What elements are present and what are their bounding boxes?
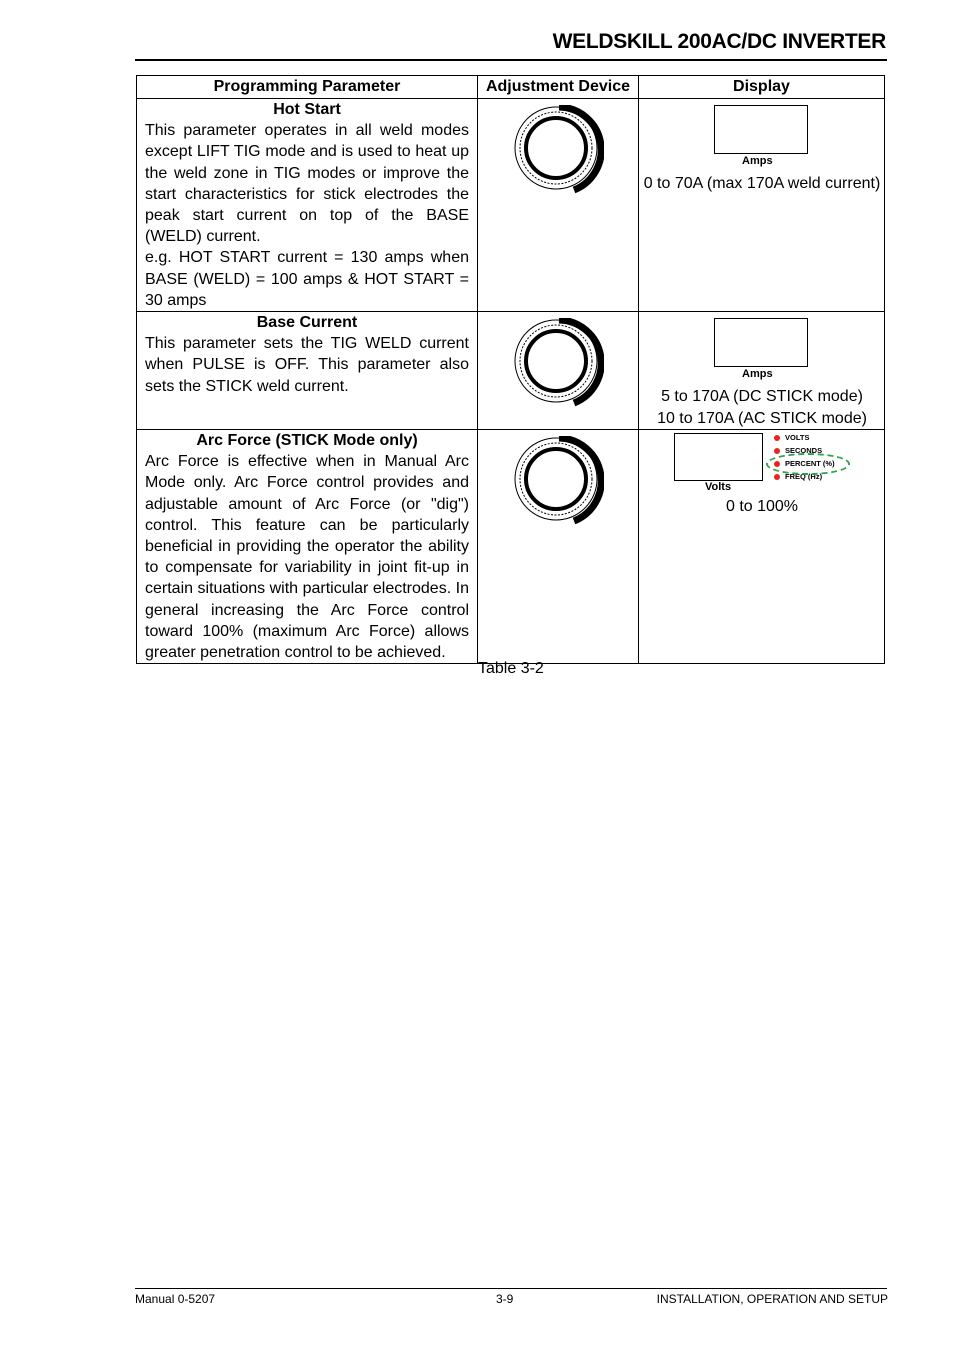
table-header-row [137,76,885,99]
parameter-description: This parameter sets the TIG WELD current when PULSE is OFF. This parameter also sets the STICK weld current. [145,335,469,395]
indicator-label: PERCENT (%) [785,459,835,469]
footer-section-title: INSTALLATION, OPERATION AND SETUP [656,1292,888,1306]
adjustment-device-cell [478,99,639,312]
display-range: 0 to 70A (max 170A weld current) [643,175,881,192]
led-indicator-icon [774,448,780,454]
display-range: 0 to 100% [725,498,799,516]
led-indicator-icon [774,474,780,480]
adjustment-device-cell [478,312,639,430]
table-row [137,99,885,312]
document-title: WELDSKILL 200AC/DC INVERTER [552,30,886,53]
display-cell [639,99,885,312]
display-window [714,105,808,154]
indicator-label: VOLTS [785,433,810,443]
display-window [714,318,808,367]
indicator-label: FREQ (Hz) [785,472,823,482]
parameter-description: Arc Force is effective when in Manual Arc Mode only. Arc Force control provides and adjustable amount of Arc Force (or "dig") control. This feature can be particularly beneficial in providing the operator the ability to compensate for variability in joint fit-up in certain situations with particular electrodes. In general increasing the Arc Force control toward 100% (maximum Arc Force) allows greater penetration control to be achieved. [145,453,469,662]
display-window [674,433,763,481]
display-unit-label: Volts [705,481,732,494]
parameter-cell [137,312,478,430]
led-indicator-icon [774,435,780,441]
parameter-cell [137,430,478,664]
display-range-secondary: 10 to 170A (AC STICK mode) [657,410,867,428]
parameter-title: Arc Force (STICK Mode only) [196,432,418,450]
header-rule [135,59,887,61]
control-knob-icon [514,318,604,408]
footer-manual-number: Manual 0-5207 [135,1292,216,1306]
display-unit-label: Amps [742,155,773,167]
display-range: 5 to 170A (DC STICK mode) [661,388,863,406]
display-cell [639,312,885,430]
control-knob-icon [514,436,604,526]
display-unit-label: Amps [742,368,773,381]
table-row [137,312,885,430]
column-header-display: Display [639,76,885,99]
parameter-cell [137,99,478,312]
table-caption: Table 3-2 [478,660,544,677]
table-row [137,430,885,664]
parameter-description: This parameter operates in all weld modes except LIFT TIG mode and is used to heat up the weld zone in TIG modes or improve the start characteristics for stick electrodes the peak start current on top of the BASE (WELD) current. [145,122,469,246]
column-header-device: Adjustment Device [478,76,639,99]
indicator-label: SECONDS [785,446,823,456]
control-knob-icon [514,105,604,195]
parameter-example: e.g. HOT START current = 130 amps when BASE (WELD) = 100 amps & HOT START = 30 amps [145,249,469,309]
parameter-title: Base Current [256,314,358,332]
footer-page-number: 3-9 [496,1292,514,1306]
parameter-title: Hot Start [273,101,341,118]
column-header-parameter: Programming Parameter [137,76,478,99]
footer-rule [135,1288,887,1289]
adjustment-device-cell [478,430,639,664]
display-cell [639,430,885,664]
highlight-oval [766,453,850,475]
parameter-table [136,75,885,664]
